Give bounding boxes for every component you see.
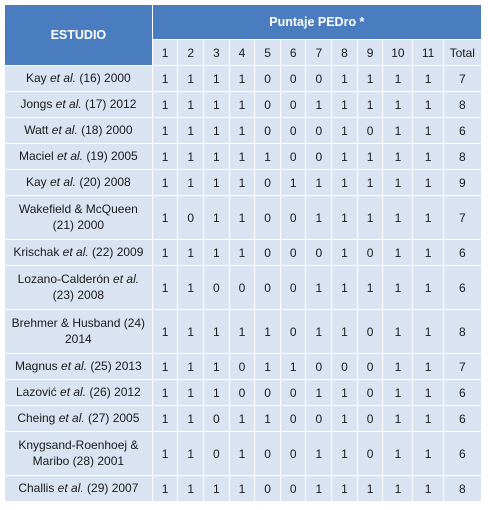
study-name-cell — [5, 66, 153, 92]
criterion-score-cell: 1 — [178, 476, 204, 502]
study-name-cell — [5, 354, 153, 380]
study-text: Lazović — [15, 384, 61, 399]
criterion-score-cell: 0 — [357, 354, 383, 380]
table-row — [5, 380, 482, 406]
study-text: 2014 — [65, 331, 92, 346]
criterion-score-cell: 1 — [280, 354, 306, 380]
criterion-score-cell: 1 — [413, 476, 443, 502]
criterion-score-cell: 1 — [229, 406, 255, 432]
criterion-score-cell: 1 — [152, 476, 178, 502]
study-name-cell — [5, 240, 153, 266]
study-text: Kay — [25, 70, 50, 85]
study-text: (19) 2005 — [83, 148, 138, 163]
criterion-score-cell: 1 — [203, 118, 229, 144]
criterion-score-cell: 1 — [203, 310, 229, 354]
criterion-score-cell: 0 — [306, 66, 332, 92]
criterion-score-cell: 0 — [306, 144, 332, 170]
criterion-score-cell: 0 — [255, 118, 281, 144]
study-name-cell — [5, 118, 153, 144]
et-al-text: et al. — [50, 70, 77, 85]
et-al-text: et al. — [113, 271, 140, 286]
criterion-score-cell: 1 — [152, 92, 178, 118]
criterion-score-cell: 1 — [383, 380, 413, 406]
table-row — [5, 310, 482, 354]
criterion-score-cell: 1 — [306, 266, 332, 310]
study-text: Lozano-Calderón — [17, 271, 114, 286]
criterion-score-cell: 1 — [229, 66, 255, 92]
criterion-score-cell: 0 — [280, 310, 306, 354]
criterion-score-cell: 1 — [383, 170, 413, 196]
table-row — [5, 144, 482, 170]
criterion-6-header: 6 — [280, 40, 306, 66]
study-text: Knygsand-Roenhoej & — [18, 437, 139, 452]
study-name-cell — [5, 266, 153, 310]
study-text: (21) 2000 — [52, 217, 105, 232]
criterion-4-header: 4 — [229, 40, 255, 66]
criterion-score-cell: 1 — [332, 380, 358, 406]
criterion-score-cell: 1 — [383, 354, 413, 380]
criterion-score-cell: 1 — [413, 266, 443, 310]
criterion-score-cell: 1 — [178, 266, 204, 310]
criterion-score-cell: 0 — [280, 144, 306, 170]
criterion-score-cell: 1 — [383, 406, 413, 432]
criterion-score-cell: 1 — [229, 432, 255, 476]
criterion-score-cell: 1 — [203, 144, 229, 170]
criterion-8-header: 8 — [332, 40, 358, 66]
criterion-score-cell: 1 — [255, 310, 281, 354]
study-name-cell — [5, 406, 153, 432]
total-score-cell: 8 — [443, 144, 481, 170]
criterion-score-cell: 0 — [280, 432, 306, 476]
criterion-score-cell: 0 — [203, 266, 229, 310]
criterion-score-cell: 1 — [203, 196, 229, 240]
criterion-score-cell: 1 — [280, 170, 306, 196]
criterion-score-cell: 1 — [178, 310, 204, 354]
total-score-cell: 6 — [443, 432, 481, 476]
criterion-score-cell: 1 — [332, 118, 358, 144]
criterion-score-cell: 1 — [357, 144, 383, 170]
et-al-text: et al. — [62, 244, 89, 259]
criterion-score-cell: 1 — [413, 406, 443, 432]
criterion-score-cell: 1 — [152, 240, 178, 266]
criterion-score-cell: 1 — [255, 354, 281, 380]
criterion-score-cell: 1 — [152, 354, 178, 380]
study-text: (16) 2000 — [76, 70, 131, 85]
study-text: Maciel — [18, 148, 57, 163]
criterion-score-cell: 0 — [357, 118, 383, 144]
criterion-score-cell: 1 — [357, 196, 383, 240]
criterion-score-cell: 1 — [178, 92, 204, 118]
criterion-score-cell: 1 — [229, 476, 255, 502]
criterion-score-cell: 0 — [280, 92, 306, 118]
criterion-score-cell: 1 — [152, 118, 178, 144]
criterion-score-cell: 1 — [178, 380, 204, 406]
criterion-score-cell: 0 — [280, 66, 306, 92]
total-score-cell: 6 — [443, 266, 481, 310]
criterion-score-cell: 0 — [357, 310, 383, 354]
criterion-score-cell: 1 — [178, 240, 204, 266]
study-name-cell — [5, 170, 153, 196]
criterion-score-cell: 0 — [332, 354, 358, 380]
criterion-score-cell: 1 — [332, 266, 358, 310]
table-row — [5, 266, 482, 310]
criterion-score-cell: 0 — [255, 380, 281, 406]
criterion-score-cell: 1 — [383, 240, 413, 266]
criterion-score-cell: 1 — [357, 266, 383, 310]
criterion-score-cell: 1 — [306, 380, 332, 406]
study-name-cell — [5, 196, 153, 240]
criterion-score-cell: 1 — [413, 432, 443, 476]
criterion-score-cell: 1 — [229, 170, 255, 196]
criterion-score-cell: 1 — [383, 310, 413, 354]
total-score-cell: 7 — [443, 354, 481, 380]
criterion-11-header: 11 — [413, 40, 443, 66]
study-text: Wakefield & McQueen — [18, 201, 138, 216]
criterion-score-cell: 0 — [178, 196, 204, 240]
criterion-score-cell: 1 — [152, 406, 178, 432]
total-score-cell: 8 — [443, 476, 481, 502]
criterion-score-cell: 1 — [203, 170, 229, 196]
criterion-score-cell: 1 — [203, 354, 229, 380]
criterion-score-cell: 1 — [306, 170, 332, 196]
criterion-score-cell: 0 — [203, 406, 229, 432]
criterion-score-cell: 0 — [255, 196, 281, 240]
criterion-score-cell: 1 — [357, 66, 383, 92]
criterion-score-cell: 1 — [229, 240, 255, 266]
total-score-cell: 6 — [443, 118, 481, 144]
criterion-score-cell: 1 — [413, 144, 443, 170]
criterion-7-header: 7 — [306, 40, 332, 66]
criterion-score-cell: 1 — [306, 310, 332, 354]
criterion-score-cell: 0 — [229, 380, 255, 406]
et-al-text: et al. — [58, 410, 85, 425]
criterion-score-cell: 1 — [383, 144, 413, 170]
et-al-text: et al. — [57, 480, 84, 495]
criterion-score-cell: 1 — [203, 240, 229, 266]
criterion-score-cell: 1 — [383, 476, 413, 502]
criterion-score-cell: 1 — [152, 66, 178, 92]
criterion-score-cell: 1 — [413, 310, 443, 354]
criterion-score-cell: 1 — [332, 240, 358, 266]
criterion-score-cell: 1 — [229, 310, 255, 354]
criterion-score-cell: 0 — [255, 476, 281, 502]
study-text: (25) 2013 — [87, 358, 142, 373]
criterion-score-cell: 1 — [383, 196, 413, 240]
criterion-score-cell: 1 — [413, 380, 443, 406]
criterion-score-cell: 1 — [178, 66, 204, 92]
criterion-score-cell: 0 — [306, 118, 332, 144]
criterion-1-header: 1 — [152, 40, 178, 66]
criterion-score-cell: 1 — [413, 354, 443, 380]
criterion-score-cell: 0 — [255, 66, 281, 92]
criterion-score-cell: 1 — [357, 92, 383, 118]
criterion-score-cell: 1 — [332, 406, 358, 432]
criterion-score-cell: 1 — [383, 118, 413, 144]
criterion-9-header: 9 — [357, 40, 383, 66]
criterion-score-cell: 0 — [357, 406, 383, 432]
criterion-score-cell: 1 — [229, 118, 255, 144]
criterion-score-cell: 0 — [280, 240, 306, 266]
total-score-cell: 6 — [443, 240, 481, 266]
study-column-header: ESTUDIO — [5, 5, 153, 66]
study-name-cell — [5, 310, 153, 354]
criterion-score-cell: 0 — [280, 118, 306, 144]
criterion-score-cell: 1 — [255, 406, 281, 432]
criterion-score-cell: 1 — [306, 432, 332, 476]
criterion-score-cell: 0 — [280, 266, 306, 310]
table-row — [5, 354, 482, 380]
criterion-score-cell: 1 — [413, 66, 443, 92]
criterion-score-cell: 1 — [178, 118, 204, 144]
total-column-header: Total — [443, 40, 481, 66]
study-text: (20) 2008 — [76, 174, 131, 189]
et-al-text: et al. — [55, 96, 82, 111]
pedro-score-header: Puntaje PEDro * — [152, 5, 481, 40]
study-text: Challis — [18, 480, 58, 495]
criterion-score-cell: 1 — [332, 92, 358, 118]
study-text: (17) 2012 — [81, 96, 137, 111]
criterion-score-cell: 1 — [413, 118, 443, 144]
et-al-text: et al. — [60, 384, 87, 399]
criterion-score-cell: 1 — [413, 92, 443, 118]
criterion-score-cell: 1 — [332, 144, 358, 170]
criterion-score-cell: 0 — [357, 380, 383, 406]
study-text: Maribo (28) 2001 — [32, 453, 125, 468]
study-name-cell — [5, 144, 153, 170]
study-text: Brehmer & Husband (24) — [11, 315, 146, 330]
criterion-score-cell: 1 — [203, 380, 229, 406]
criterion-score-cell: 0 — [255, 266, 281, 310]
criterion-score-cell: 1 — [332, 196, 358, 240]
total-score-cell: 6 — [443, 380, 481, 406]
et-al-text: et al. — [51, 122, 78, 137]
criterion-score-cell: 1 — [306, 196, 332, 240]
criterion-score-cell: 1 — [178, 170, 204, 196]
table-row — [5, 476, 482, 502]
study-text: Watt — [24, 122, 52, 137]
table-row — [5, 196, 482, 240]
study-text: (23) 2008 — [52, 287, 105, 302]
criterion-score-cell: 0 — [255, 92, 281, 118]
criterion-score-cell: 1 — [178, 144, 204, 170]
criterion-score-cell: 0 — [306, 240, 332, 266]
criterion-score-cell: 0 — [357, 240, 383, 266]
criterion-score-cell: 1 — [357, 476, 383, 502]
pedro-score-table — [4, 4, 482, 502]
criterion-score-cell: 1 — [357, 170, 383, 196]
table-row — [5, 432, 482, 476]
criterion-score-cell: 1 — [203, 92, 229, 118]
criterion-score-cell: 1 — [152, 310, 178, 354]
criterion-score-cell: 0 — [357, 432, 383, 476]
table-body — [5, 66, 482, 502]
criterion-score-cell: 1 — [229, 144, 255, 170]
criterion-score-cell: 1 — [152, 170, 178, 196]
criterion-score-cell: 0 — [280, 476, 306, 502]
criterion-score-cell: 0 — [280, 406, 306, 432]
total-score-cell: 7 — [443, 66, 481, 92]
criterion-score-cell: 1 — [178, 354, 204, 380]
criterion-score-cell: 1 — [178, 432, 204, 476]
study-name-cell — [5, 92, 153, 118]
criterion-score-cell: 1 — [203, 476, 229, 502]
criterion-5-header: 5 — [255, 40, 281, 66]
criterion-3-header: 3 — [203, 40, 229, 66]
total-score-cell: 6 — [443, 406, 481, 432]
criterion-score-cell: 1 — [413, 196, 443, 240]
table-row — [5, 170, 482, 196]
study-text: (29) 2007 — [83, 480, 139, 495]
total-score-cell: 8 — [443, 310, 481, 354]
criterion-score-cell: 1 — [413, 240, 443, 266]
table-row — [5, 92, 482, 118]
criterion-score-cell: 0 — [280, 380, 306, 406]
criterion-score-cell: 0 — [255, 240, 281, 266]
criterion-score-cell: 1 — [229, 196, 255, 240]
criterion-score-cell: 1 — [152, 380, 178, 406]
criterion-score-cell: 1 — [383, 432, 413, 476]
criterion-score-cell: 0 — [306, 406, 332, 432]
criterion-score-cell: 0 — [229, 266, 255, 310]
criterion-score-cell: 1 — [306, 92, 332, 118]
criterion-score-cell: 1 — [332, 476, 358, 502]
criterion-score-cell: 1 — [306, 476, 332, 502]
criterion-score-cell: 1 — [152, 266, 178, 310]
criterion-score-cell: 1 — [383, 92, 413, 118]
criterion-10-header: 10 — [383, 40, 413, 66]
study-name-cell — [5, 380, 153, 406]
table-row — [5, 118, 482, 144]
et-al-text: et al. — [61, 358, 88, 373]
study-text: Kay — [25, 174, 50, 189]
criterion-score-cell: 1 — [152, 144, 178, 170]
criterion-score-cell: 1 — [229, 92, 255, 118]
criterion-score-cell: 0 — [280, 196, 306, 240]
study-name-cell — [5, 432, 153, 476]
criterion-score-cell: 0 — [255, 170, 281, 196]
study-name-cell — [5, 476, 153, 502]
study-text: (27) 2005 — [84, 410, 140, 425]
et-al-text: et al. — [57, 148, 84, 163]
criterion-score-cell: 1 — [413, 170, 443, 196]
criterion-score-cell: 1 — [383, 66, 413, 92]
criterion-score-cell: 0 — [255, 432, 281, 476]
criterion-score-cell: 1 — [178, 406, 204, 432]
criterion-score-cell: 1 — [332, 310, 358, 354]
table-row — [5, 66, 482, 92]
study-text: Jongs — [20, 96, 56, 111]
study-text: (22) 2009 — [88, 244, 144, 259]
et-al-text: et al. — [50, 174, 77, 189]
total-score-cell: 7 — [443, 196, 481, 240]
criterion-score-cell: 1 — [332, 66, 358, 92]
study-text: (26) 2012 — [86, 384, 141, 399]
study-text: Magnus — [14, 358, 62, 373]
criterion-score-cell: 0 — [229, 354, 255, 380]
criterion-2-header: 2 — [178, 40, 204, 66]
criterion-score-cell: 1 — [255, 144, 281, 170]
study-text: Cheing — [17, 410, 59, 425]
study-text: Krischak — [13, 244, 63, 259]
criterion-score-cell: 1 — [332, 432, 358, 476]
criterion-score-cell: 0 — [306, 354, 332, 380]
total-score-cell: 8 — [443, 92, 481, 118]
study-text: (18) 2000 — [77, 122, 133, 137]
total-score-cell: 9 — [443, 170, 481, 196]
criterion-score-cell: 1 — [332, 170, 358, 196]
table-row — [5, 240, 482, 266]
criterion-score-cell: 1 — [203, 66, 229, 92]
criterion-score-cell: 1 — [152, 196, 178, 240]
table-row — [5, 406, 482, 432]
criterion-score-cell: 1 — [152, 432, 178, 476]
criterion-score-cell: 1 — [383, 266, 413, 310]
criterion-score-cell: 0 — [203, 432, 229, 476]
